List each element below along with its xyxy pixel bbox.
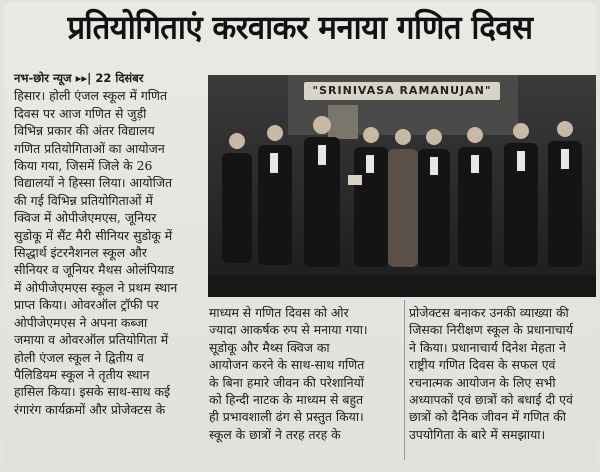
- text-line: जमाया व ओवरऑल प्रतियोगिता में: [14, 332, 169, 348]
- text-line: सिद्धार्थ इंटरनैशनल स्कूल और: [14, 245, 147, 261]
- text-line: ज्यादा आकर्षक रुप से मनाया गया।: [209, 322, 368, 338]
- text-line: सूडोकू और मैथ्स क्विज का: [209, 339, 330, 355]
- text-line: उपयोगिता के बारे में समझाया।: [409, 426, 546, 442]
- text-line: रचनात्मक आयोजन के लिए सभी: [409, 374, 556, 390]
- text-line: प्रोजेक्टस बनाकर उनकी व्याख्या की: [409, 305, 569, 320]
- text-line: आयोजन करने के साथ-साथ गणित: [209, 357, 365, 373]
- text-line: रंगारंग कार्यक्रमों और प्रोजेक्टस के: [14, 401, 166, 417]
- text-line: राष्ट्रीय गणित दिवस के सफल एवं: [409, 357, 556, 373]
- photo-illustration: [208, 75, 596, 297]
- text-line: विद्यालयों ने हिस्सा लिया। आयोजित: [14, 175, 173, 191]
- text-line: सुडोकू में सैंट मैरी सीनियर सुडोकू में: [14, 227, 173, 243]
- article-column-3: [409, 304, 594, 443]
- text-line: किया गया, जिसमें जिले के 26: [14, 158, 153, 174]
- text-line: स्कूल के छात्रों ने तरह तरह के: [209, 426, 341, 442]
- text-line: ने किया। प्रधानाचार्य दिनेश मेहता ने: [409, 339, 566, 355]
- article-column-1: [14, 70, 202, 418]
- text-line: पैलिडियम स्कूल ने तृतीय स्थान: [14, 366, 150, 382]
- text-line: की गई विभिन्न प्रतियोगिताओं में: [14, 192, 153, 208]
- text-line: होली एंजल स्कूल ने द्वितीय व: [14, 349, 144, 365]
- text-line: विभिन्न प्रकार की अंतर विद्यालय: [14, 123, 155, 139]
- text-line: ही प्रभावशाली ढंग से प्रस्तुत किया।: [209, 409, 364, 425]
- column-1-text: [14, 87, 202, 418]
- text-line: ओपीजेएमएस ने अपना कब्जा: [14, 314, 148, 330]
- article-headline: प्रतियोगिताएं करवाकर मनाया गणित दिवस: [67, 9, 533, 47]
- photo-banner: "SRINIVASA RAMANUJAN": [304, 82, 500, 100]
- event-photo: [208, 75, 596, 297]
- text-line: को हिन्दी नाटक के माध्यम से बहुत: [209, 392, 364, 408]
- text-line: छात्रों को दैनिक जीवन में गणित की: [409, 409, 566, 425]
- text-line: प्राप्त किया। ओवरऑल ट्रॉफी पर: [14, 297, 159, 313]
- text-line: माध्यम से गणित दिवस को ओर: [209, 305, 349, 320]
- text-line: में ओपीजेएमएस स्कूल ने प्रथम स्थान: [14, 279, 178, 295]
- article-column-2: [209, 304, 399, 443]
- column-divider: [404, 300, 405, 460]
- text-line: सीनियर व जूनियर मैथस ओलंपियाड: [14, 262, 175, 278]
- text-line: हासिल किया। इसके साथ-साथ कई: [14, 384, 171, 400]
- text-line: दिवस पर आज गणित से जुड़ी: [14, 105, 147, 121]
- text-line: अध्यापकों एवं छात्रों को बधाई दी एवं: [409, 392, 573, 408]
- text-line: जिसका निरीक्षण स्कूल के प्रधानाचार्य: [409, 322, 573, 338]
- text-line: के बिना हमारे जीवन की परेशानियों: [209, 374, 364, 390]
- text-line: गणित प्रतियोगिताओं का आयोजन: [14, 140, 165, 156]
- text-line: क्विज में ओपीजेएमएस, जूनियर: [14, 210, 157, 226]
- text-line: हिसार। होली एंजल स्कूल में गणित: [14, 88, 168, 104]
- dateline: नभ-छोर न्यूज ▸▸| 22 दिसंबर: [14, 71, 144, 85]
